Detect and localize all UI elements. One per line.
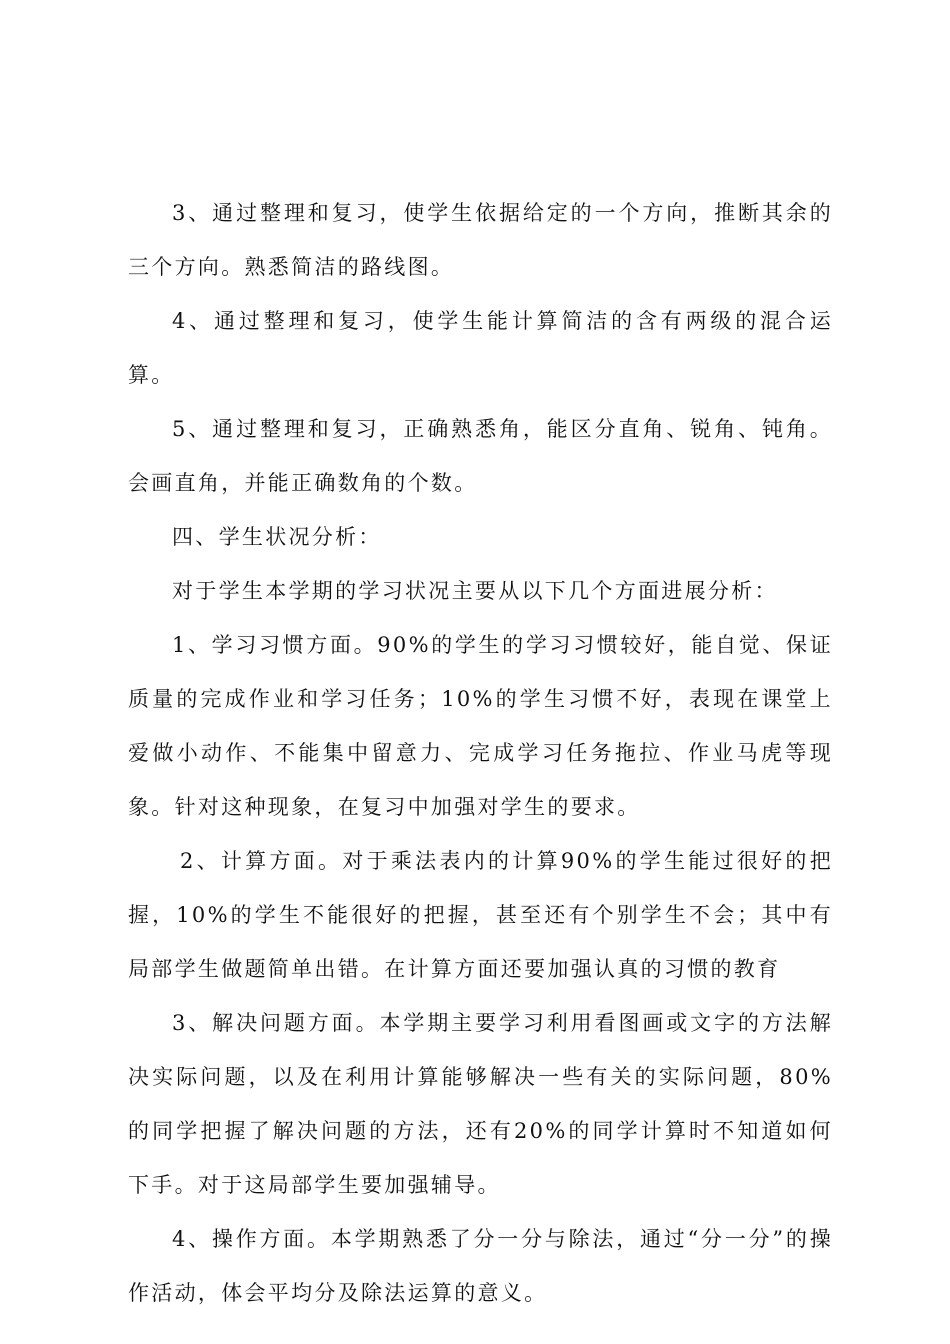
paragraph-direction-goal: 3、通过整理和复习，使学生依据给定的一个方向，推断其余的三个方向。熟悉简洁的路线图。 [128,201,833,279]
paragraph-problem-solving: 3、解决问题方面。本学期主要学习利用看图画或文字的方法解决实际问题，以及在利用计算能够解决一些有关的实际问题，80%的同学把握了解决问题的方法，还有20%的同学计算时不知道如何下手。对于这局部学生要加强辅导。 [128,1011,833,1197]
paragraph-operation: 4、操作方面。本学期熟悉了分一分与除法，通过“分一分”的操作活动，体会平均分及除法运算的意义。 [128,1227,833,1305]
paragraph-calculation: 2、计算方面。对于乘法表内的计算90%的学生能过很好的把握，10%的学生不能很好的把握，甚至还有个别学生不会；其中有局部学生做题简单出错。在计算方面还要加强认真的习惯的教育 [128,849,833,981]
paragraph-study-habits: 1、学习习惯方面。90%的学生的学习习惯较好，能自觉、保证质量的完成作业和学习任务；10%的学生习惯不好，表现在课堂上爱做小动作、不能集中留意力、完成学习任务拖拉、作业马虎等现象。针对这种现象，在复习中加强对学生的要求。 [128,633,833,819]
paragraph-mixed-operation-goal: 4、通过整理和复习，使学生能计算简洁的含有两级的混合运算。 [128,309,833,387]
paragraph-angle-goal: 5、通过整理和复习，正确熟悉角，能区分直角、锐角、钝角。会画直角，并能正确数角的个数。 [128,417,833,495]
paragraph-analysis-intro: 对于学生本学期的学习状况主要从以下几个方面进展分析： [172,579,778,603]
section-heading-student-analysis: 四、学生状况分析： [172,525,382,549]
document-body [128,186,833,1320]
